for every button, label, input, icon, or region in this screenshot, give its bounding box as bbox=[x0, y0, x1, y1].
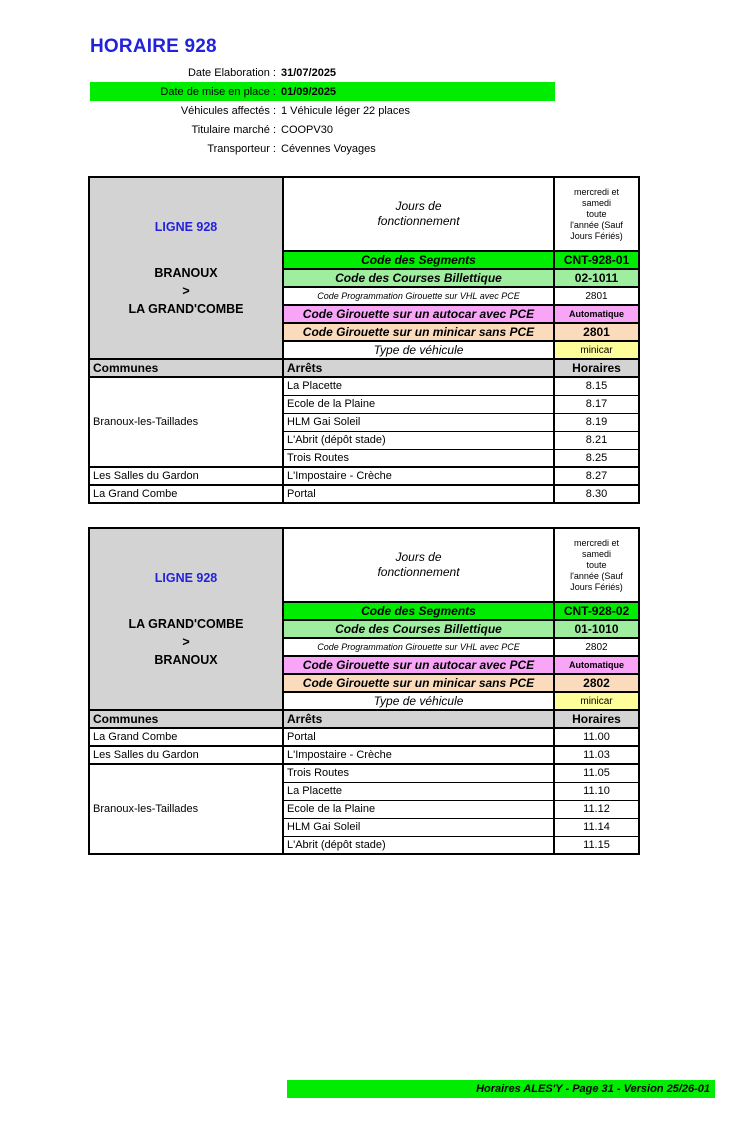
code-row-value: 2801 bbox=[554, 323, 639, 341]
column-header-arrets: Arrêts bbox=[283, 359, 554, 377]
line-label: LIGNE 928 bbox=[154, 571, 218, 585]
time-cell: 8.25 bbox=[554, 449, 639, 467]
route-label bbox=[90, 264, 282, 318]
column-header-arrets: Arrêts bbox=[283, 710, 554, 728]
time-cell: 8.15 bbox=[554, 377, 639, 395]
table-header-row bbox=[89, 177, 639, 251]
timetable bbox=[88, 176, 640, 504]
time-cell: 11.03 bbox=[554, 746, 639, 764]
time-cell: 11.00 bbox=[554, 728, 639, 746]
commune-cell: Branoux-les-Taillades bbox=[89, 764, 283, 854]
footer-text: Horaires ALES'Y - Page 31 - Version 25/26-01 bbox=[476, 1083, 710, 1095]
code-row-value: CNT-928-01 bbox=[554, 251, 639, 269]
stop-name-cell: La Placette bbox=[283, 377, 554, 395]
info-value: 01/09/2025 bbox=[281, 85, 337, 98]
footer-bar bbox=[287, 1080, 715, 1098]
time-cell: 8.19 bbox=[554, 413, 639, 431]
code-row-value: Automatique bbox=[554, 305, 639, 323]
code-row-value: CNT-928-02 bbox=[554, 602, 639, 620]
stop-name-cell: Trois Routes bbox=[283, 764, 554, 782]
info-value: 1 Véhicule léger 22 places bbox=[281, 104, 411, 117]
table-header-row bbox=[89, 528, 639, 602]
route-label bbox=[90, 615, 282, 669]
code-row-label: Code des Segments bbox=[283, 602, 554, 620]
code-row-label: Code des Segments bbox=[283, 251, 554, 269]
stop-name-cell: Portal bbox=[283, 728, 554, 746]
column-header-horaires: Horaires bbox=[554, 710, 639, 728]
time-cell: 11.15 bbox=[554, 836, 639, 854]
line-label: LIGNE 928 bbox=[154, 220, 218, 234]
time-cell: 8.27 bbox=[554, 467, 639, 485]
route-line: > bbox=[182, 284, 190, 298]
line-header-cell bbox=[89, 177, 283, 359]
stop-row bbox=[89, 467, 639, 485]
column-header-horaires: Horaires bbox=[554, 359, 639, 377]
time-cell: 8.17 bbox=[554, 395, 639, 413]
route-line: BRANOUX bbox=[154, 266, 218, 280]
code-row-label: Code des Courses Billettique bbox=[283, 269, 554, 287]
info-value: COOPV30 bbox=[281, 123, 333, 136]
info-label: Transporteur : bbox=[207, 142, 276, 155]
stop-row bbox=[89, 485, 639, 503]
stop-name-cell: Ecole de la Plaine bbox=[283, 800, 554, 818]
timetable-outbound bbox=[88, 176, 640, 504]
stop-name-cell: Portal bbox=[283, 485, 554, 503]
info-block bbox=[90, 63, 555, 158]
time-cell: 11.05 bbox=[554, 764, 639, 782]
code-row-value: 2802 bbox=[554, 674, 639, 692]
code-row-label: Code Girouette sur un autocar avec PCE bbox=[283, 305, 554, 323]
route-line: LA GRAND'COMBE bbox=[128, 302, 244, 316]
commune-cell: Branoux-les-Taillades bbox=[89, 377, 283, 467]
code-row-value: 02-1011 bbox=[554, 269, 639, 287]
timetable bbox=[88, 527, 640, 855]
route-line: > bbox=[182, 635, 190, 649]
code-row-value: 2802 bbox=[554, 638, 639, 656]
days-of-operation-value: mercredi et samedi toute l'année (Sauf Jours Fériés) bbox=[554, 177, 639, 251]
time-cell: 11.10 bbox=[554, 782, 639, 800]
days-of-operation-label: Jours de fonctionnement bbox=[283, 528, 554, 602]
code-row-label: Code Girouette sur un minicar sans PCE bbox=[283, 674, 554, 692]
code-row-label: Type de véhicule bbox=[283, 341, 554, 359]
days-of-operation-label: Jours de fonctionnement bbox=[283, 177, 554, 251]
code-row-value: 01-1010 bbox=[554, 620, 639, 638]
time-cell: 11.14 bbox=[554, 818, 639, 836]
info-row-transporteur bbox=[90, 139, 555, 158]
info-row-titulaire bbox=[90, 120, 555, 139]
timetable-return bbox=[88, 527, 640, 855]
stop-name-cell: La Placette bbox=[283, 782, 554, 800]
code-row-value: 2801 bbox=[554, 287, 639, 305]
stop-row bbox=[89, 746, 639, 764]
info-label: Date Elaboration : bbox=[187, 66, 276, 79]
stop-name-cell: L'Impostaire - Crèche bbox=[283, 746, 554, 764]
code-row-label: Code Girouette sur un autocar avec PCE bbox=[283, 656, 554, 674]
page-title: HORAIRE 928 bbox=[90, 36, 217, 57]
commune-cell: Les Salles du Gardon bbox=[89, 467, 283, 485]
stop-name-cell: L'Impostaire - Crèche bbox=[283, 467, 554, 485]
code-row-label: Code Girouette sur un minicar sans PCE bbox=[283, 323, 554, 341]
info-value: Cévennes Voyages bbox=[281, 142, 376, 155]
info-row-vehicules bbox=[90, 101, 555, 120]
stop-name-cell: HLM Gai Soleil bbox=[283, 413, 554, 431]
info-row-date-elaboration bbox=[90, 63, 555, 82]
stop-name-cell: HLM Gai Soleil bbox=[283, 818, 554, 836]
info-label: Véhicules affectés : bbox=[180, 104, 276, 117]
route-line: LA GRAND'COMBE bbox=[128, 617, 244, 631]
commune-cell: Les Salles du Gardon bbox=[89, 746, 283, 764]
stop-name-cell: Trois Routes bbox=[283, 449, 554, 467]
info-row-date-mise-en-place bbox=[90, 82, 555, 101]
info-label: Date de mise en place : bbox=[160, 85, 276, 98]
route-line: BRANOUX bbox=[154, 653, 218, 667]
stop-row bbox=[89, 764, 639, 782]
code-row-label: Code des Courses Billettique bbox=[283, 620, 554, 638]
column-header-communes: Communes bbox=[89, 710, 283, 728]
stop-row bbox=[89, 728, 639, 746]
code-row-value: Automatique bbox=[554, 656, 639, 674]
column-header-row bbox=[89, 710, 639, 728]
code-row-label: Code Programmation Girouette sur VHL avec PCE bbox=[283, 638, 554, 656]
code-row-label: Type de véhicule bbox=[283, 692, 554, 710]
column-header-communes: Communes bbox=[89, 359, 283, 377]
info-label: Titulaire marché : bbox=[191, 123, 276, 136]
code-row-value: minicar bbox=[554, 341, 639, 359]
stop-name-cell: L'Abrit (dépôt stade) bbox=[283, 836, 554, 854]
stop-row bbox=[89, 377, 639, 395]
column-header-row bbox=[89, 359, 639, 377]
commune-cell: La Grand Combe bbox=[89, 728, 283, 746]
line-header-cell bbox=[89, 528, 283, 710]
time-cell: 8.21 bbox=[554, 431, 639, 449]
time-cell: 11.12 bbox=[554, 800, 639, 818]
days-of-operation-value: mercredi et samedi toute l'année (Sauf Jours Fériés) bbox=[554, 528, 639, 602]
stop-name-cell: Ecole de la Plaine bbox=[283, 395, 554, 413]
time-cell: 8.30 bbox=[554, 485, 639, 503]
commune-cell: La Grand Combe bbox=[89, 485, 283, 503]
info-value: 31/07/2025 bbox=[281, 66, 337, 79]
code-row-value: minicar bbox=[554, 692, 639, 710]
stop-name-cell: L'Abrit (dépôt stade) bbox=[283, 431, 554, 449]
code-row-label: Code Programmation Girouette sur VHL avec PCE bbox=[283, 287, 554, 305]
